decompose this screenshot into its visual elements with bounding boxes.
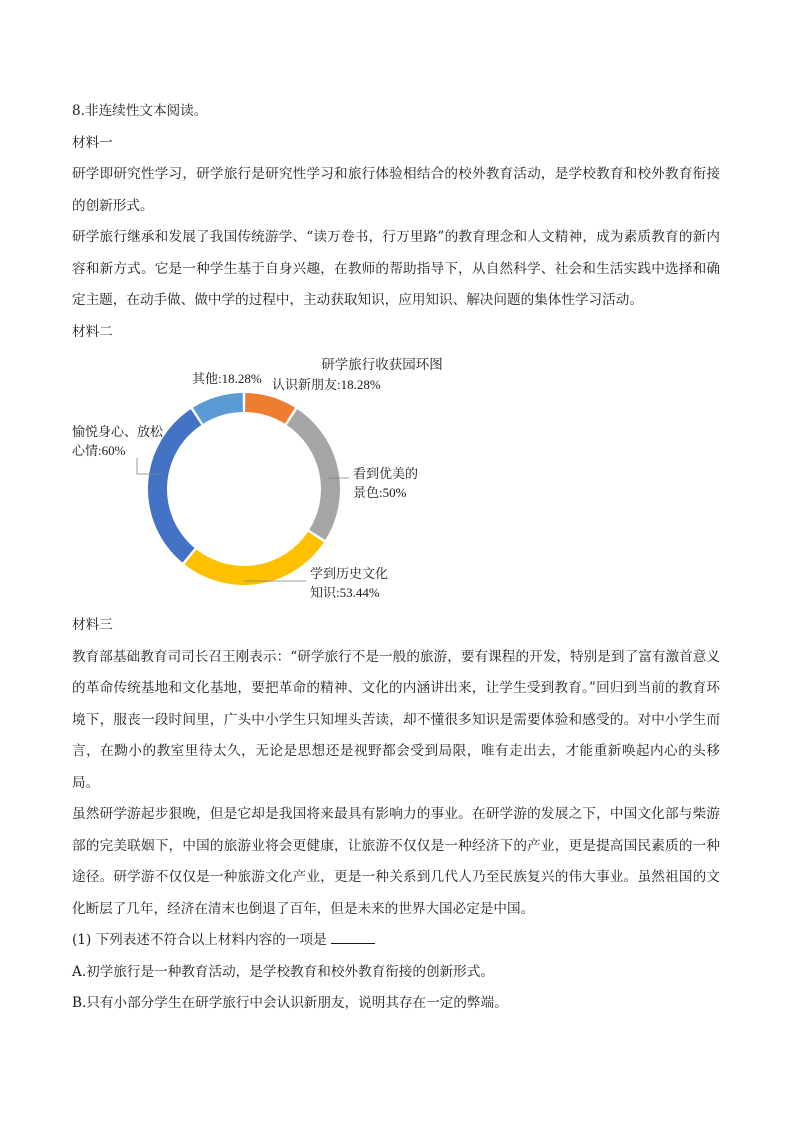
material1-label: 材料一	[72, 134, 113, 151]
data-label	[310, 566, 388, 600]
option-a: A.初学旅行是一种教育活动，是学校教育和校外教育衔接的创新形式。	[72, 963, 494, 980]
data-label-line: 愉悦身心、放松	[72, 424, 164, 439]
material3-paragraph-1: 教育部基础教育司司长召王刚表示：“研学旅行不是一般的旅游，要有课程的开发，特别是到了富有激首意义的革命传统基地和文化基地，要把革命的精神、文化的内涵讲出来，让学生受到教育。”回归到当前的教育环境下，服丧一段时间里，广头中小学生只知埋头苦读，却不懂很多知识是需要体验和感受的。对中小学生而言，在黝小的教室里待太久，无论是思想还是视野都会受到局限，唯有走出去，才能重新唤起内心的头移局。	[72, 648, 720, 791]
subquestion-1	[72, 925, 720, 957]
material2-label: 材料二	[72, 323, 113, 340]
data-label	[72, 424, 164, 458]
option-b: B.只有小部分学生在研学旅行中会认识新朋友，说明其存在一定的弊端。	[72, 995, 508, 1011]
data-label-line: 学到历史文化	[310, 566, 389, 581]
donut-slice	[193, 393, 243, 424]
data-label-line: 认识新朋友:18.28%	[272, 377, 381, 392]
data-label-line: 看到优美的	[353, 466, 419, 481]
material3-label: 材料三	[72, 617, 113, 633]
data-label-line: 心情:60%	[72, 443, 126, 458]
data-label	[353, 466, 418, 500]
data-label	[192, 371, 262, 386]
chart-title: 研学旅行收获园环图	[321, 357, 443, 372]
material3-paragraph-2: 虽然研学游起步狠晚，但是它却是我国将来最具有影响力的事业。在研学游的发展之下，中国文化部与柴游部的完美联姻下，中国的旅游业将会更健康，让旅游不仅仅是一种经济下的产业，更是提高国民素质的一种途径。研学游不仅仅是一种旅游文化产业，更是一种关系到几代人乃至民族复兴的伟大事业。虽然祖国的文化断层了几年，经济在清末也倒退了百年，但是未来的世界大国必定是中国。	[72, 806, 720, 917]
chart-slices	[148, 393, 340, 585]
subquestion-1-text: (1) 下列表述不符合以上材料内容的一项是	[72, 932, 327, 948]
data-label-line: 其他:18.28%	[192, 371, 262, 386]
donut-chart-svg	[72, 348, 722, 610]
data-label	[272, 377, 381, 392]
chart-data-labels	[72, 371, 418, 600]
donut-slice	[185, 532, 324, 585]
donut-slice	[287, 409, 340, 540]
data-label-line: 知识:53.44%	[310, 585, 380, 600]
question-heading: 8.非连续性文本阅读。	[72, 103, 208, 119]
question-page	[72, 96, 720, 1020]
answer-blank	[331, 929, 375, 944]
donut-chart	[72, 348, 722, 610]
material1-paragraph-2: 研学旅行继承和发展了我国传统游学、“读万卷书，行万里路”的教育理念和人文精神，成为素质教育的新内容和新方式。它是一种学生基于自身兴趣，在教师的帮助指导下，从自然科学、社会和生活实践中选择和确定主题，在动手做、做中学的过程中，主动获取知识，应用知识、解决问题的集体性学习活动。	[72, 229, 720, 308]
data-label-line: 景色:50%	[353, 485, 407, 500]
donut-slice	[245, 393, 295, 424]
material1-paragraph-1: 研学即研究性学习，研学旅行是研究性学习和旅行体验相结合的校外教育活动，是学校教育和校外教育衔接的创新形式。	[72, 166, 720, 214]
